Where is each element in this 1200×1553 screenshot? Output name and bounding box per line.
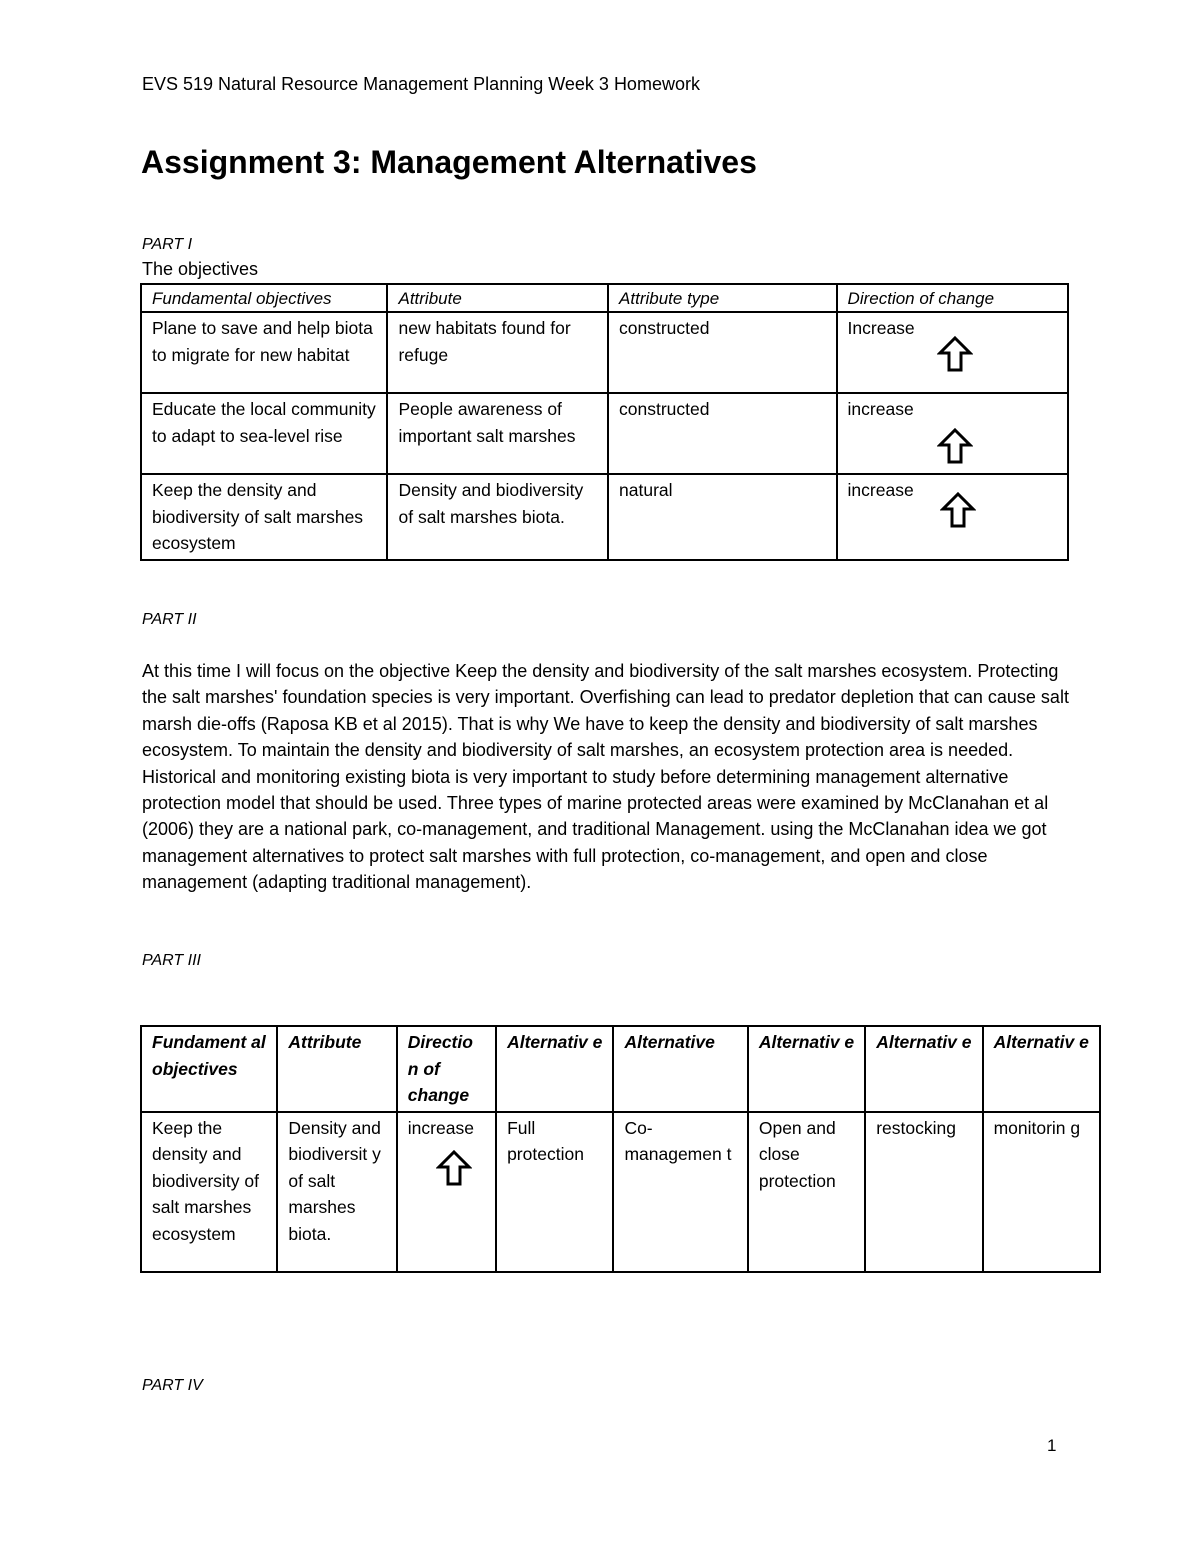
- table-cell: Plane to save and help biota to migrate for new habitat: [141, 312, 387, 393]
- table-cell: Density and biodiversit y of salt marshes biota.: [277, 1112, 396, 1272]
- table-cell-direction: [397, 1112, 496, 1272]
- table-header-cell: Fundament al objectives: [141, 1026, 277, 1112]
- table-header-cell: Alternativ e: [748, 1026, 865, 1112]
- table-cell: Co-managemen t: [613, 1112, 747, 1272]
- page-number: 1: [1047, 1436, 1057, 1455]
- up-arrow-icon: [937, 428, 973, 464]
- table-header-cell: Attribute: [387, 284, 608, 312]
- part-1-subtitle: The objectives: [142, 259, 259, 279]
- alternatives-table: [140, 1025, 1101, 1273]
- table-cell: restocking: [865, 1112, 982, 1272]
- direction-text: increase: [847, 480, 914, 500]
- up-arrow-icon: [937, 336, 973, 372]
- up-arrow-icon: [940, 492, 976, 528]
- direction-text: increase: [847, 399, 914, 419]
- part-4-label: PART IV: [142, 1377, 203, 1394]
- table-row: [141, 1112, 1100, 1272]
- table-header-row: [141, 1026, 1100, 1112]
- table-header-cell: Direction of change: [837, 284, 1068, 312]
- page-title: Assignment 3: Management Alternatives: [141, 144, 757, 180]
- table-header-cell: Directio n of change: [397, 1026, 496, 1112]
- table-cell: new habitats found for refuge: [387, 312, 608, 393]
- table-header-cell: Alternativ e: [983, 1026, 1100, 1112]
- table-cell: constructed: [608, 312, 837, 393]
- part-2-label: PART II: [142, 611, 197, 628]
- table-cell: natural: [608, 474, 837, 560]
- table-header-cell: Alternativ e: [496, 1026, 613, 1112]
- table-cell: monitorin g: [983, 1112, 1100, 1272]
- table-cell: Open and close protection: [748, 1112, 865, 1272]
- table-header-cell: Fundamental objectives: [141, 284, 387, 312]
- table-header-row: [141, 284, 1068, 312]
- part-3-label: PART III: [142, 952, 201, 969]
- table-cell: constructed: [608, 393, 837, 474]
- table-header-cell: Attribute type: [608, 284, 837, 312]
- table-cell: Keep the density and biodiversity of salt marshes ecosystem: [141, 1112, 277, 1272]
- table-header-cell: Attribute: [277, 1026, 396, 1112]
- table-cell-direction: [837, 312, 1068, 393]
- table-row: [141, 312, 1068, 393]
- table-header-cell: Alternativ e: [865, 1026, 982, 1112]
- table-cell-direction: [837, 474, 1068, 560]
- table-cell: Density and biodiversity of salt marshes biota.: [387, 474, 608, 560]
- table-cell: Educate the local community to adapt to sea-level rise: [141, 393, 387, 474]
- direction-text: increase: [407, 1117, 474, 1138]
- up-arrow-icon: [436, 1150, 472, 1186]
- page-header: EVS 519 Natural Resource Management Planning Week 3 Homework: [142, 74, 700, 94]
- part-2-paragraph: At this time I will focus on the objective Keep the density and biodiversity of the salt marshes ecosystem. Protecting the salt marshes' foundation species is very important. Overfishing can lead to predator depletion that can cause salt marsh die-offs (Raposa KB et al 2015). That is why We have to keep the density and biodiversity of salt marshes ecosystem. To maintain the density and biodiversity of salt marshes, an ecosystem protection area is needed. Historical and monitoring existing biota is very important to study before determining management alternative protection model that should be used. Three types of marine protected areas were examined by McClanahan et al (2006) they are a national park, co-management, and traditional Management. using the McClanahan idea we got management alternatives to protect salt marshes with full protection, co-management, and open and close management (adapting traditional management).: [142, 661, 1069, 893]
- part-1-label: PART I: [142, 236, 193, 253]
- table-row: [141, 474, 1068, 560]
- table-cell: Full protection: [496, 1112, 613, 1272]
- table-row: [141, 393, 1068, 474]
- objectives-table: [140, 283, 1069, 561]
- direction-text: Increase: [847, 318, 915, 338]
- table-cell: People awareness of important salt marshes: [387, 393, 608, 474]
- table-cell-direction: [837, 393, 1068, 474]
- table-header-cell: Alternative: [613, 1026, 747, 1112]
- table-cell: Keep the density and biodiversity of salt marshes ecosystem: [141, 474, 387, 560]
